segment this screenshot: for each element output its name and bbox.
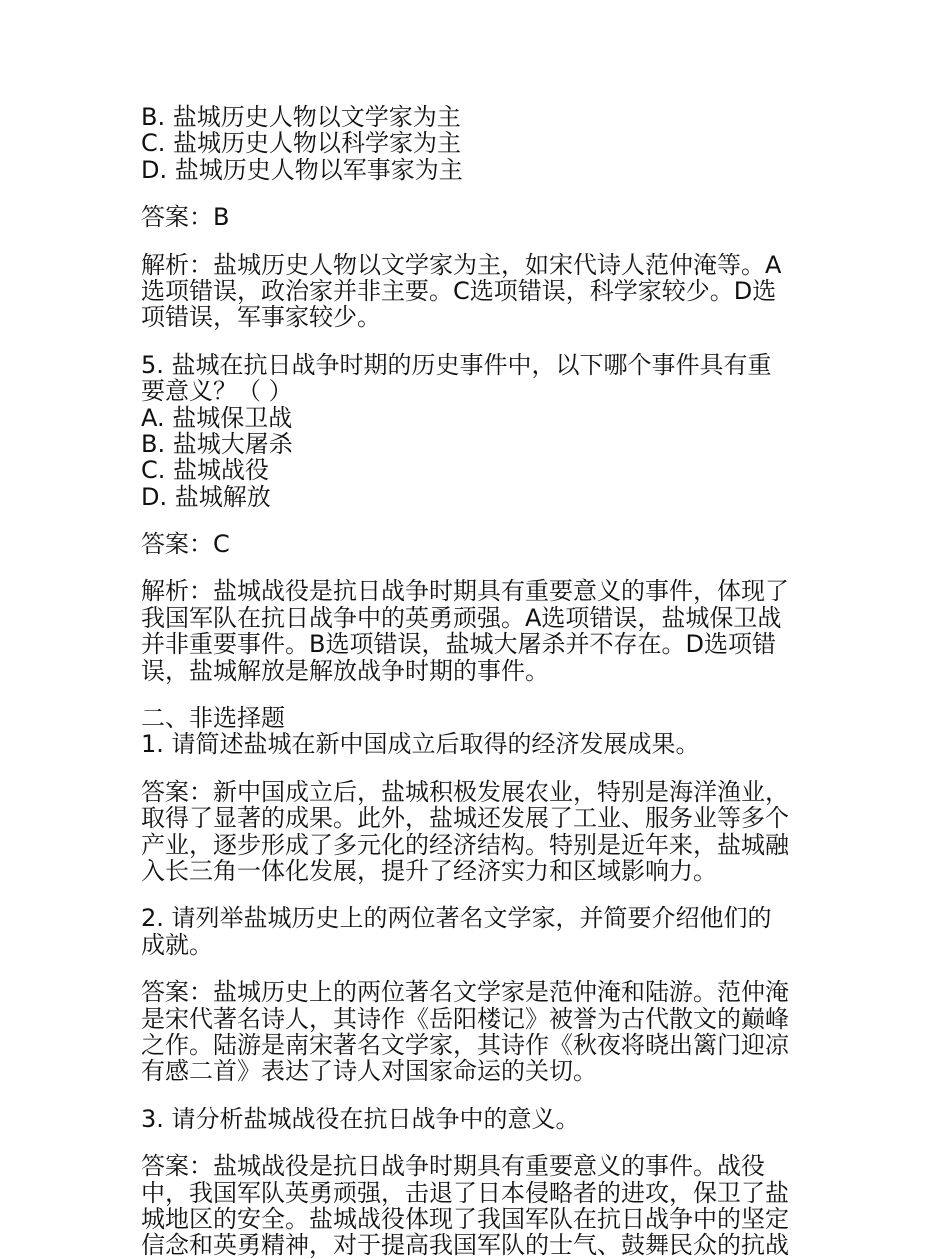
s2-q2-answer — [141, 979, 813, 1085]
s2-q3-answer-line: 信念和英勇精神，对于提高我国军队的士气、鼓舞民众的抗战 — [141, 1231, 789, 1259]
q4-analysis — [141, 252, 813, 331]
section2 — [141, 705, 813, 758]
q5-option-b: B. 盐城大屠杀 — [141, 429, 293, 458]
s2-q1-question: 1. 请简述盐城在新中国成立后取得的经济发展成果。 — [141, 730, 700, 759]
q5-option-d: D. 盐城解放 — [141, 482, 271, 511]
s2-q3-question-line: 3. 请分析盐城战役在抗日战争中的意义。 — [141, 1104, 580, 1133]
q4-analysis-line: 选项错误，政治家并非主要。C选项错误，科学家较少。D选 — [141, 276, 777, 305]
s2-q3-answer-line: 中，我国军队英勇顽强，击退了日本侵略者的进攻，保卫了盐 — [141, 1178, 789, 1207]
s2-q2-question — [141, 905, 813, 958]
section-heading: 二、非选择题 — [141, 704, 285, 733]
q5-option-a: A. 盐城保卫战 — [141, 403, 293, 432]
s2-q2-answer-line: 有感二首》表达了诗人对国家命运的关切。 — [141, 1057, 597, 1086]
q5-question-line: 5. 盐城在抗日战争时期的历史事件中，以下哪个事件具有重 — [141, 350, 772, 379]
s2-q2-answer-line: 是宋代著名诗人，其诗作《岳阳楼记》被誉为古代散文的巅峰 — [141, 1004, 789, 1033]
s2-q1-answer-line: 产业，逐步形成了多元化的经济结构。特别是近年来，盐城融 — [141, 830, 789, 859]
s2-q2-question-line: 2. 请列举盐城历史上的两位著名文学家，并简要介绍他们的 — [141, 904, 772, 933]
document-page — [141, 104, 813, 1259]
q4-option-c: C. 盐城历史人物以科学家为主 — [141, 129, 462, 158]
q5-answer-text: 答案：C — [141, 530, 230, 559]
q4-answer-text: 答案：B — [141, 203, 230, 232]
q5-analysis-line: 解析：盐城战役是抗日战争时期具有重要意义的事件，体现了 — [141, 577, 789, 606]
s2-q3-answer-line: 答案：盐城战役是抗日战争时期具有重要意义的事件。战役 — [141, 1152, 765, 1181]
q4-analysis-line: 项错误，军事家较少。 — [141, 303, 381, 332]
q4-answer — [141, 204, 813, 230]
q5-question-line: 要意义？（ ） — [141, 377, 293, 406]
q5-analysis-line: 误，盐城解放是解放战争时期的事件。 — [141, 656, 549, 685]
s2-q1-answer — [141, 779, 813, 885]
q4-options — [141, 104, 813, 183]
q4-option-b: B. 盐城历史人物以文学家为主 — [141, 103, 461, 131]
s2-q3-question — [141, 1106, 813, 1132]
s2-q3-answer-line: 城地区的安全。盐城战役体现了我国军队在抗日战争中的坚定 — [141, 1204, 789, 1233]
q5-analysis — [141, 578, 813, 684]
q5-answer — [141, 531, 813, 557]
s2-q1-answer-line: 取得了显著的成果。此外，盐城还发展了工业、服务业等多个 — [141, 804, 789, 833]
s2-q2-question-line: 成就。 — [141, 930, 213, 959]
q5-analysis-line: 我国军队在抗日战争中的英勇顽强。A选项错误，盐城保卫战 — [141, 603, 782, 632]
q4-analysis-line: 解析：盐城历史人物以文学家为主，如宋代诗人范仲淹等。A — [141, 250, 782, 279]
s2-q1-answer-line: 入长三角一体化发展，提升了经济实力和区域影响力。 — [141, 856, 717, 885]
s2-q2-answer-line: 之作。陆游是南宋著名文学家，其诗作《秋夜将晓出篱门迎凉 — [141, 1030, 789, 1059]
q5-analysis-line: 并非重要事件。B选项错误，盐城大屠杀并不存在。D选项错 — [141, 630, 776, 659]
s2-q1-answer-line: 答案：新中国成立后，盐城积极发展农业，特别是海洋渔业， — [141, 777, 789, 806]
q5-question — [141, 352, 813, 510]
q5-option-c: C. 盐城战役 — [141, 456, 270, 485]
s2-q3-answer — [141, 1153, 813, 1259]
s2-q2-answer-line: 答案：盐城历史上的两位著名文学家是范仲淹和陆游。范仲淹 — [141, 978, 789, 1007]
q4-option-d: D. 盐城历史人物以军事家为主 — [141, 155, 463, 184]
